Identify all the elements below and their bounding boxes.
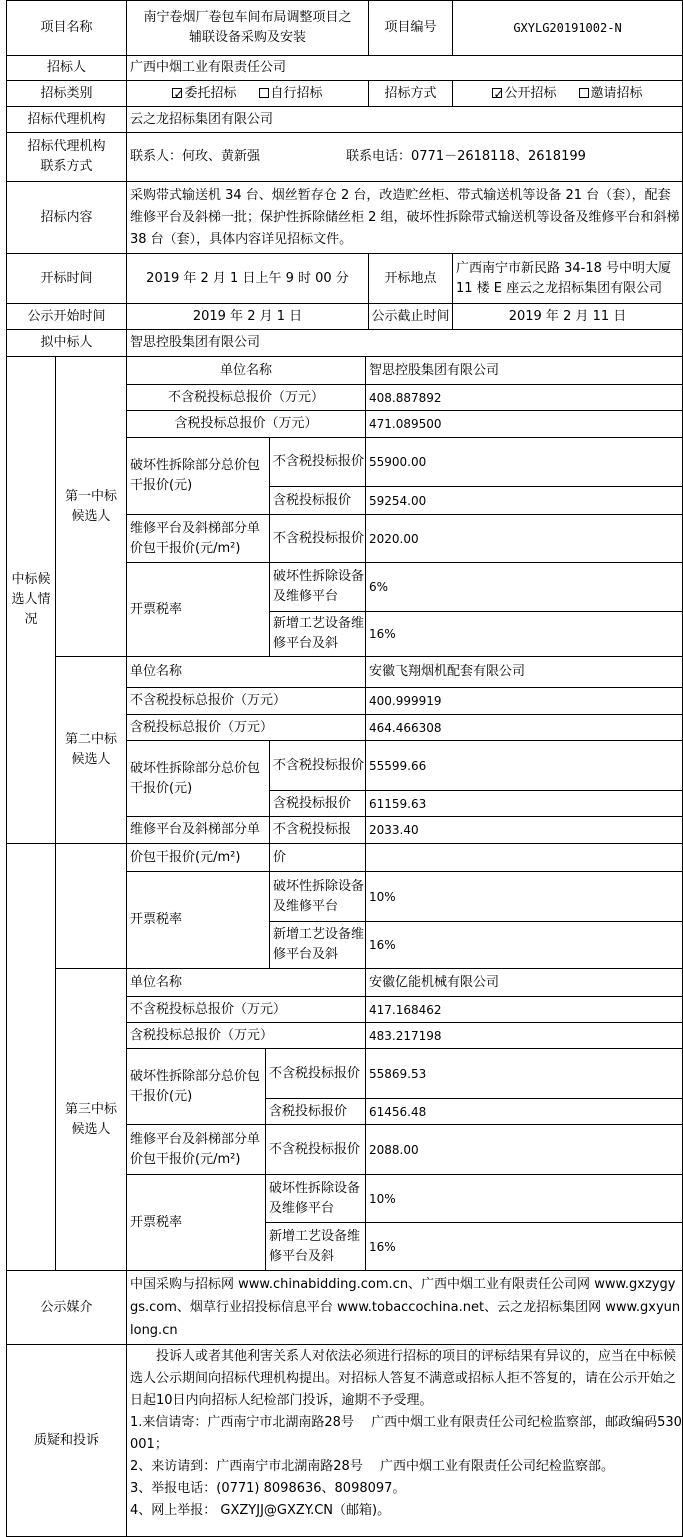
c3-unit: 安徽亿能机械有限公司 (369, 974, 500, 990)
c3-demo-incl: 61456.48 (369, 1104, 427, 1119)
c2-tax1-label: 破坏性拆除设备及维修平台 (273, 878, 365, 914)
c1-plat-excl: 2020.00 (369, 531, 419, 546)
candidate-1-label: 第一中标 候选人 (64, 488, 117, 524)
publicity-end-label: 公示截止时间 (371, 308, 450, 324)
tender-method-label: 招标方式 (384, 85, 437, 101)
c3-demo-label: 破坏性拆除部分总价包干报价(元) (130, 1068, 261, 1104)
checkbox-checked-icon (492, 88, 502, 98)
c2-incl: 464.466308 (369, 720, 442, 735)
content-text: 采购带式输送机 34 台、烟丝暂存仓 2 台，改造贮丝柜、带式输送机等设备 21 台（套），配套维修平台及斜梯一批；保护性拆除储丝柜 2 组，破坏性拆除带式输送机等设备及维修平台和斜梯 38 台（套），具体内容详见招标文件。 (130, 187, 680, 247)
c2-tax-label: 开票税率 (130, 912, 183, 927)
content-label: 招标内容 (40, 209, 93, 225)
opening-place-label: 开标地点 (384, 270, 437, 286)
c3-demo-incl-label: 含税投标报价 (269, 1103, 348, 1119)
c3-plat-excl-label: 不含税投标报价 (269, 1141, 361, 1157)
tender-type-options (127, 81, 368, 106)
c2-tax2: 16% (369, 938, 396, 952)
media-label: 公示媒介 (40, 1299, 93, 1315)
c2-demo-label: 破坏性拆除部分总价包干报价(元) (130, 760, 261, 796)
media-text: 中国采购与招标网 www.chinabidding.com.cn、广西中烟工业有限责任公司网 www.gxzygygs.com、烟草行业招投标信息平台 www.tobaccochina.net、云之龙招标集团网 www.gxyunlong.cn (130, 1277, 681, 1338)
c1-tax-label: 开票税率 (130, 601, 183, 617)
publicity-start: 2019 年 2 月 1 日 (192, 308, 303, 324)
c2-demo-incl-label: 含税投标报价 (273, 795, 352, 811)
tender-type-label: 招标类别 (40, 85, 93, 101)
c3-excl-label: 不含税投标总报价（万元） (130, 1001, 287, 1017)
c2-plat-excl: 2033.40 (369, 823, 419, 837)
project-name-label: 项目名称 (40, 20, 93, 35)
candidate-2-label: 第二中标 候选人 (64, 732, 117, 767)
agency-label: 招标代理机构 (27, 111, 106, 127)
c1-demo-incl-label: 含税投标报价 (273, 492, 352, 508)
c2-demo-incl: 61159.63 (369, 796, 427, 811)
c3-incl: 483.217198 (369, 1028, 442, 1043)
complaint-label: 质疑和投诉 (33, 1432, 99, 1448)
c2-unit: 安徽飞翔烟机配套有限公司 (369, 664, 526, 679)
c3-incl-label: 含税投标总报价（万元） (130, 1027, 274, 1043)
checkbox-empty-icon (259, 88, 269, 98)
opening-place: 广西南宁市新民路 34-18 号中明大厦 11 楼 E 座云之龙招标集团有限公司 (456, 260, 672, 296)
c3-tax2: 16% (369, 1239, 396, 1254)
c1-demo-label: 破坏性拆除部分总价包干报价(元) (130, 458, 261, 493)
proposed-winner-label: 拟中标人 (40, 335, 93, 350)
contact-persons: 联系人：何玫、黄新强 (130, 149, 261, 164)
complaint-item-2: 2、来访请到：广西南宁市北湖南路28号 广西中烟工业有限责任公司纪检监察部。 (130, 1459, 614, 1474)
c2-demo-excl: 55599.66 (369, 758, 427, 773)
project-code: GXYLG20191002-N (513, 21, 622, 35)
complaint-item-3: 3、举报电话：(0771) 8098636、8098097。 (130, 1481, 406, 1496)
c3-plat-excl: 2088.00 (369, 1142, 419, 1157)
project-name: 南宁卷烟厂卷包车间布局调整项目之 辅联设备采购及安装 (143, 10, 352, 45)
c3-plat-label: 维修平台及斜梯部分单价包干报价(元/m²) (130, 1131, 261, 1167)
opening-time-label: 开标时间 (40, 270, 93, 286)
c2-tax2-label: 新增工艺设备维修平台及斜 (273, 927, 365, 962)
option-open: 公开招标 (504, 85, 557, 101)
c2-plat-label-a: 维修平台及斜梯部分单 (130, 822, 261, 837)
option-entrusted: 委托招标 (184, 85, 237, 101)
c1-tax1-label: 破坏性拆除设备及维修平台 (273, 569, 365, 604)
c1-demo-incl: 59254.00 (369, 493, 427, 508)
project-code-label: 项目编号 (384, 20, 437, 35)
option-self: 自行招标 (270, 85, 323, 101)
c1-plat-excl-label: 不含税投标报价 (273, 530, 365, 546)
publicity-start-label: 公示开始时间 (27, 308, 106, 324)
complaint-text (127, 1345, 682, 1536)
c1-unit: 智思控股集团有限公司 (369, 362, 500, 378)
c3-unit-label: 单位名称 (130, 974, 183, 990)
complaint-item-4: 4、网上举报： GXZYJJ@GXZY.CN（邮箱)。 (130, 1503, 391, 1518)
c3-demo-excl-label: 不含税投标报价 (269, 1065, 361, 1081)
opening-time: 2019 年 2 月 1 日上午 9 时 00 分 (146, 270, 349, 286)
complaint-item-1: 1.来信请寄：广西南宁市北湖南路28号 广西中烟工业有限责任公司纪检监察部，邮政编码530001； (130, 1415, 682, 1452)
candidate-3-label: 第三中标 候选人 (64, 1101, 117, 1137)
candidates-label: 中标候 选人情 况 (11, 572, 51, 627)
c2-tax1: 10% (369, 889, 396, 904)
agency-contact-value (127, 133, 682, 181)
c1-demo-excl: 55900.00 (369, 455, 427, 469)
c2-plat-label-b: 价包干报价(元/m²) (130, 849, 241, 865)
c2-demo-excl-label: 不含税投标报价 (273, 757, 365, 773)
tender-method-options (453, 81, 682, 106)
contact-phone: 联系电话：0771－2618118、2618199 (346, 149, 586, 164)
c1-demo-excl-label: 不含税投标报价 (273, 454, 365, 469)
c3-tax2-label: 新增工艺设备维修平台及斜 (269, 1228, 361, 1264)
c1-excl-label: 不含税投标总报价（万元） (167, 389, 324, 405)
c3-tax1: 10% (369, 1191, 396, 1206)
agency-contact-label: 招标代理机构 联系方式 (27, 139, 106, 174)
proposed-winner: 智思控股集团有限公司 (130, 335, 261, 350)
c2-plat-excl-label-b: 价 (273, 849, 287, 865)
agency-value: 云之龙招标集团有限公司 (130, 111, 274, 127)
c2-unit-label: 单位名称 (130, 664, 183, 679)
c1-tax2-label: 新增工艺设备维修平台及斜 (273, 616, 365, 651)
c1-tax1: 6% (369, 580, 389, 594)
c3-tax-label: 开票税率 (130, 1214, 183, 1230)
checkbox-empty-icon (579, 88, 589, 98)
c2-incl-label: 含税投标总报价（万元） (130, 719, 274, 735)
complaint-paragraph: 投诉人或者其他利害关系人对依法必须进行招标的项目的评标结果有异议的，应当在中标候选人公示期间向招标代理机构提出。对招标人答复不满意或招标人拒不答复的，请在公示开始之日起10日内向招标人纪检部门投诉，逾期不予受理。 (130, 1349, 677, 1408)
c3-tax1-label: 破坏性拆除设备及维修平台 (269, 1180, 361, 1216)
c2-excl-label: 不含税投标总报价（万元） (130, 693, 287, 708)
tenderer-label: 招标人 (46, 60, 86, 75)
c2-excl: 400.999919 (369, 694, 442, 708)
publicity-end: 2019 年 2 月 11 日 (508, 308, 627, 324)
option-invited: 邀请招标 (590, 85, 643, 101)
checkbox-checked-icon (172, 88, 182, 98)
c1-incl: 471.089500 (369, 417, 442, 431)
c1-plat-label: 维修平台及斜梯部分单价包干报价(元/m²) (130, 520, 261, 556)
c3-demo-excl: 55869.53 (369, 1066, 427, 1081)
c1-unit-label: 单位名称 (219, 362, 272, 378)
c1-incl-label: 含税投标总报价（万元） (174, 416, 318, 431)
c2-plat-excl-label-a: 不含税投标报 (273, 822, 352, 837)
c1-excl: 408.887892 (369, 390, 442, 405)
c3-excl: 417.168462 (369, 1002, 442, 1017)
c1-tax2: 16% (369, 627, 396, 641)
tenderer-value: 广西中烟工业有限责任公司 (130, 60, 287, 75)
